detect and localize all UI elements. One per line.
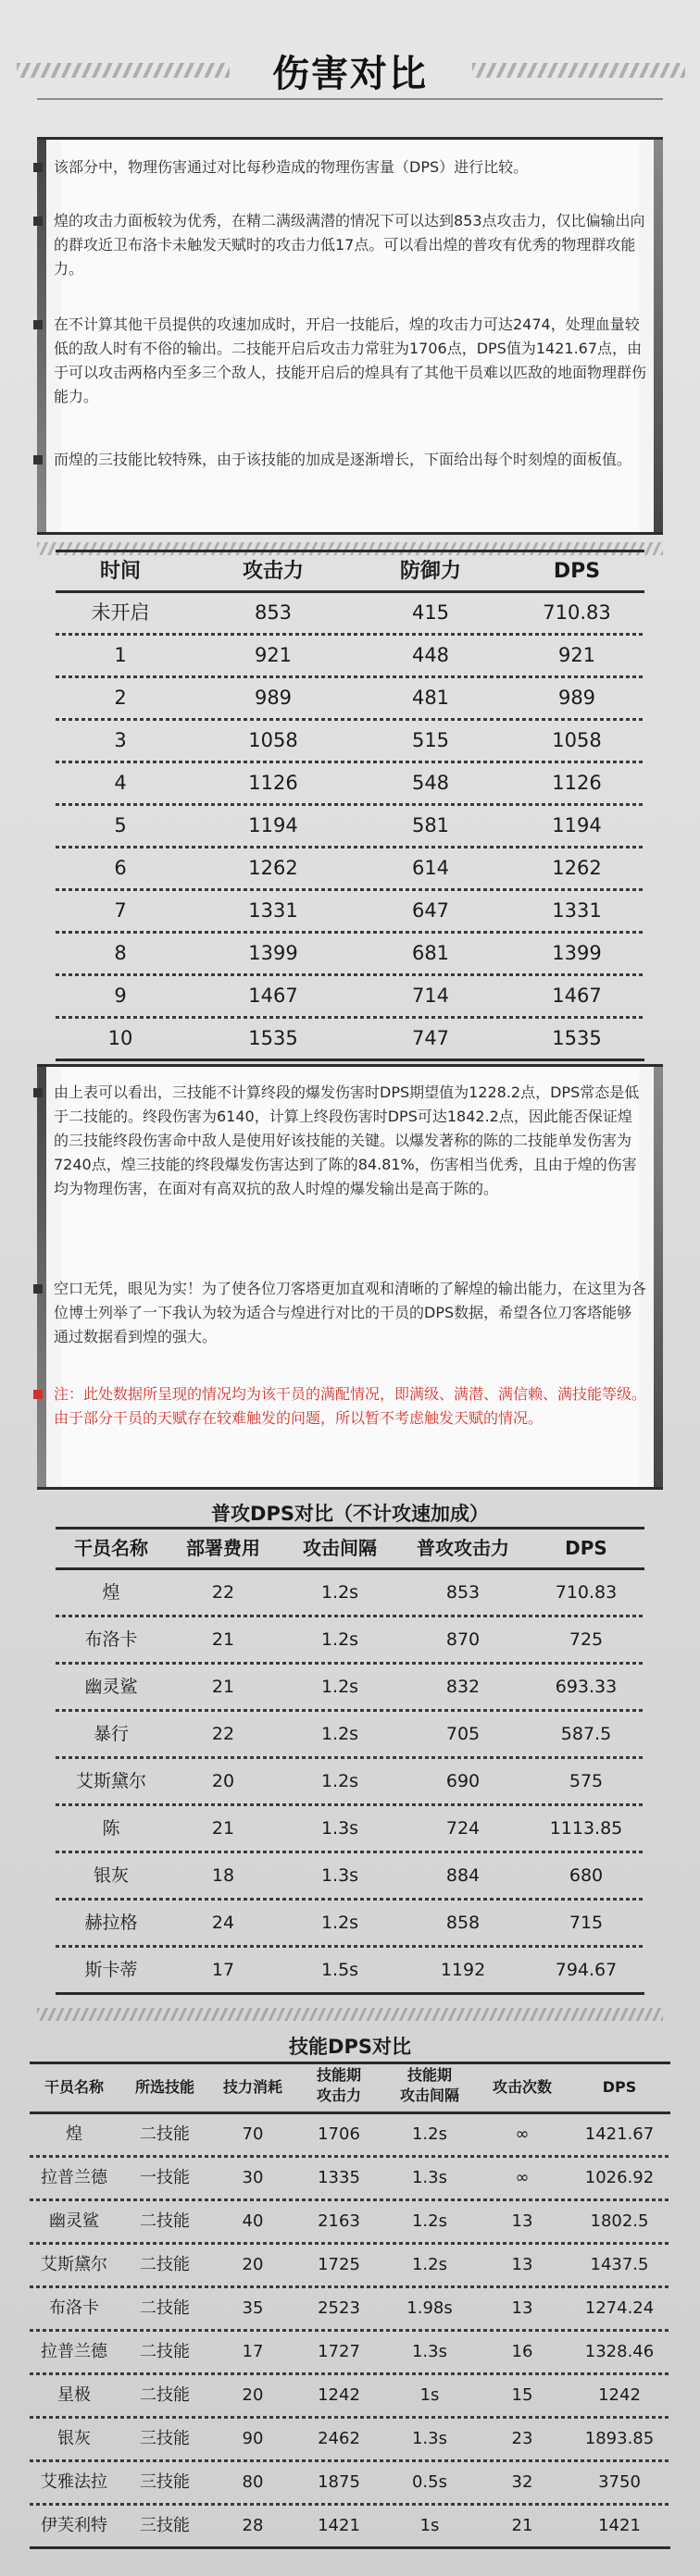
table-cell: 30 — [242, 2168, 264, 2187]
table-cell: 20 — [211, 1771, 235, 1791]
table-cell: 拉普兰德 — [41, 2342, 107, 2361]
column-header: 技能期 攻击力 — [316, 2066, 361, 2104]
table-cell: 515 — [411, 729, 450, 751]
table-cell: 680 — [569, 1865, 604, 1886]
table-cell: 23 — [511, 2429, 533, 2448]
table-cell: 35 — [242, 2298, 264, 2318]
table-cell: 989 — [254, 687, 293, 709]
table-cell: 90 — [242, 2429, 264, 2448]
table-cell: 1058 — [552, 729, 602, 751]
table-cell: 1.3s — [411, 2342, 447, 2361]
table-header-row — [30, 2063, 670, 2112]
table-cell: 1706 — [318, 2124, 360, 2144]
table-cell: 1262 — [248, 857, 298, 879]
table-cell: 布洛卡 — [49, 2298, 99, 2318]
table-cell: 二技能 — [140, 2255, 190, 2274]
table-cell: 989 — [557, 687, 596, 709]
bullet-icon — [33, 1390, 43, 1399]
table-row — [30, 2245, 670, 2285]
table-cell: 448 — [411, 644, 450, 666]
table-row — [30, 2288, 670, 2329]
table-cell: 1335 — [318, 2168, 360, 2187]
table-cell: 4 — [114, 772, 127, 794]
table-cell: 481 — [411, 687, 450, 709]
table-row — [56, 1665, 644, 1709]
table-cell: 二技能 — [140, 2342, 190, 2361]
table-cell: 1242 — [598, 2385, 641, 2405]
table-cell: 724 — [445, 1818, 481, 1839]
table-cell: 415 — [411, 601, 450, 624]
table-cell: 伊芙利特 — [41, 2516, 107, 2535]
table-row — [56, 1570, 644, 1615]
table-cell: 690 — [445, 1771, 481, 1791]
note-paragraph: 注：此处数据所呈现的情况均为该干员的满配情况，即满级、满潜、满信赖、满技能等级。由于部分干员的天赋存在较难触发的问题，所以暂不考虑触发天赋的情况。 — [54, 1382, 646, 1430]
table-row — [56, 593, 644, 633]
table-cell: 1.2s — [320, 1629, 359, 1650]
table-cell: 幽灵鲨 — [84, 1677, 138, 1697]
table-cell: 13 — [511, 2255, 533, 2274]
table-cell: 575 — [569, 1771, 604, 1791]
table-frame-band — [37, 2008, 663, 2021]
table-cell: 未开启 — [91, 601, 150, 624]
table-cell: 3750 — [598, 2472, 641, 2492]
intro-paragraph: 煌的攻击力面板较为优秀，在精二满级满潜的情况下可以达到853点攻击力，仅比偏输出向的群攻近卫布洛卡未触发天赋时的攻击力低17点。可以看出煌的普攻有优秀的物理群攻能力。 — [54, 209, 646, 281]
table-divider — [56, 1059, 644, 1061]
table-header-row — [56, 1529, 644, 1567]
table-cell: 853 — [254, 601, 293, 624]
table-cell: 2523 — [318, 2298, 360, 2318]
table-cell: 725 — [569, 1629, 604, 1650]
table-cell: 1.2s — [320, 1582, 359, 1603]
table-cell: 5 — [114, 814, 127, 836]
table-cell: 7 — [114, 899, 127, 922]
table-cell: 煌 — [102, 1582, 120, 1603]
table-cell: 1421 — [318, 2516, 360, 2535]
table-cell: 9 — [114, 985, 127, 1007]
table-cell: 一技能 — [140, 2168, 190, 2187]
table-cell: 921 — [254, 644, 293, 666]
table-cell: 1.2s — [411, 2124, 447, 2144]
table-cell: 二技能 — [140, 2124, 190, 2144]
table-cell: 二技能 — [140, 2298, 190, 2318]
table-cell: 银灰 — [57, 2429, 91, 2448]
table-row — [56, 1759, 644, 1803]
table-cell: 853 — [445, 1582, 481, 1603]
table-cell: 18 — [211, 1865, 235, 1886]
table-cell: 1331 — [248, 899, 298, 922]
column-header: 攻击次数 — [492, 2078, 552, 2096]
table-cell: 832 — [445, 1677, 481, 1697]
table-cell: 1421.67 — [584, 2124, 655, 2144]
table-cell: 1893.85 — [584, 2429, 655, 2448]
normal-attack-table-title: 普攻DPS对比（不计攻速加成） — [211, 1503, 489, 1525]
table-cell: 1.3s — [320, 1818, 359, 1839]
table-row — [30, 2419, 670, 2459]
table-cell: 1535 — [248, 1027, 298, 1049]
table-cell: 21 — [511, 2516, 533, 2535]
table-cell: 1s — [419, 2516, 440, 2535]
table-cell: 13 — [511, 2298, 533, 2318]
analysis-paragraph: 空口无凭，眼见为实！为了使各位刀客塔更加直观和清晰的了解煌的输出能力，在这里为各位博士列举了一下我认为较为适合与煌进行对比的干员的DPS数据，希望各位刀客塔能够通过数据看到煌的强大。 — [54, 1277, 646, 1349]
table-cell: 587.5 — [560, 1724, 612, 1744]
table-cell: 2163 — [318, 2211, 360, 2231]
table-cell: 3 — [114, 729, 127, 751]
column-header: 攻击间隔 — [303, 1537, 377, 1559]
table-row — [56, 976, 644, 1016]
table-divider — [56, 1992, 644, 1995]
table-cell: 1727 — [318, 2342, 360, 2361]
table-row — [30, 2375, 670, 2416]
table-row — [30, 2506, 670, 2546]
table-cell: 1.2s — [411, 2255, 447, 2274]
table-cell: 1262 — [552, 857, 602, 879]
analysis-paragraph: 由上表可以看出，三技能不计算终段的爆发伤害时DPS期望值为1228.2点，DPS常态是低于二技能的。终段伤害为6140，计算上终段伤害时DPS可达1842.2点，因此能否保证煌的三技能终段伤害命中敌人是使用好该技能的关键。以爆发著称的陈的二技能单发伤害为7240点，煌三技能的终段爆发伤害达到了陈的84.81%，伤害相当优秀，且由于煌的伤害均为物理伤害，在面对有高双抗的敌人时煌的爆发输出是高于陈的。 — [54, 1081, 646, 1201]
table-cell: 暴行 — [93, 1724, 129, 1744]
column-header: 所选技能 — [134, 2078, 194, 2096]
table-cell: 20 — [242, 2385, 264, 2405]
table-cell: 1s — [419, 2385, 440, 2405]
table-cell: 1437.5 — [590, 2255, 649, 2274]
table-cell: 1328.46 — [584, 2342, 655, 2361]
table-cell: 22 — [211, 1724, 235, 1744]
table-row — [56, 763, 644, 803]
table-row — [56, 1901, 644, 1945]
table-cell: 1875 — [318, 2472, 360, 2492]
table-cell: 1.2s — [320, 1771, 359, 1791]
table-cell: 银灰 — [93, 1865, 129, 1886]
table-row — [56, 678, 644, 718]
table-cell: 1467 — [248, 985, 298, 1007]
table-divider — [56, 550, 644, 552]
table-cell: 794.67 — [555, 1960, 618, 1980]
table-cell: 1.98s — [406, 2298, 453, 2318]
column-header: 时间 — [99, 560, 141, 583]
table-row — [56, 934, 644, 973]
column-header: DPS — [565, 1537, 607, 1559]
column-header: DPS — [602, 2078, 637, 2096]
normal-attack-table — [56, 1527, 644, 1999]
table-cell: 二技能 — [140, 2385, 190, 2405]
table-cell: 1.2s — [320, 1724, 359, 1744]
table-cell: 870 — [445, 1629, 481, 1650]
table-row — [30, 2201, 670, 2242]
table-cell: 1467 — [552, 985, 602, 1007]
table-cell: 20 — [242, 2255, 264, 2274]
table-cell: 布洛卡 — [84, 1629, 138, 1650]
bullet-icon — [33, 320, 43, 329]
intro-paragraph: 该部分中，物理伤害通过对比每秒造成的物理伤害量（DPS）进行比较。 — [54, 155, 646, 180]
table-cell: 681 — [411, 942, 450, 964]
table-cell: 1399 — [552, 942, 602, 964]
table-cell: 647 — [411, 899, 450, 922]
table-cell: 陈 — [102, 1818, 120, 1839]
table-cell: 858 — [445, 1913, 481, 1933]
column-header: DPS — [553, 560, 601, 583]
skill-table-title: 技能DPS对比 — [289, 2036, 411, 2058]
table-cell: 710.83 — [543, 601, 611, 624]
table-cell: 星极 — [57, 2385, 91, 2405]
bullet-icon — [33, 1088, 43, 1097]
table-cell: 艾斯黛尔 — [41, 2255, 107, 2274]
table-cell: 17 — [242, 2342, 264, 2361]
table-cell: 1 — [114, 644, 127, 666]
page-header — [0, 37, 700, 105]
table-cell: 1242 — [318, 2385, 360, 2405]
table-cell: 0.5s — [411, 2472, 447, 2492]
bullet-icon — [33, 455, 43, 464]
table-row — [56, 636, 644, 675]
table-divider — [30, 2546, 670, 2549]
table-row — [56, 721, 644, 761]
table-cell: 1058 — [248, 729, 298, 751]
table-cell: 1.2s — [320, 1677, 359, 1697]
table-cell: 1.5s — [320, 1960, 359, 1980]
bullet-icon — [33, 1284, 43, 1294]
table-cell: 32 — [511, 2472, 533, 2492]
table-cell: 1192 — [440, 1960, 486, 1980]
table-cell: 三技能 — [140, 2472, 190, 2492]
table-row — [30, 2332, 670, 2372]
table-cell: 三技能 — [140, 2516, 190, 2535]
table-cell: 17 — [211, 1960, 235, 1980]
table-cell: 1194 — [248, 814, 298, 836]
table-row — [56, 1019, 644, 1059]
table-cell: 1.3s — [411, 2429, 447, 2448]
table-cell: 1126 — [552, 772, 602, 794]
table-cell: 8 — [114, 942, 127, 964]
table-cell: 70 — [242, 2124, 264, 2144]
column-header: 技力消耗 — [222, 2078, 282, 2096]
table-row — [56, 1712, 644, 1756]
table-row — [56, 1948, 644, 1992]
table-cell: 21 — [211, 1818, 235, 1839]
table-row — [30, 2462, 670, 2503]
table-row — [30, 2114, 670, 2155]
table-cell: 煌 — [66, 2124, 82, 2144]
table-cell: 693.33 — [555, 1677, 618, 1697]
table-cell: 40 — [242, 2211, 264, 2231]
table-cell: 2 — [114, 687, 127, 709]
table-cell: 1802.5 — [590, 2211, 649, 2231]
bullet-icon — [33, 163, 43, 172]
table-row — [56, 1853, 644, 1898]
table-cell: 1725 — [318, 2255, 360, 2274]
table-cell: 1113.85 — [549, 1818, 623, 1839]
skill-dps-table — [30, 2062, 670, 2569]
table-cell: 548 — [411, 772, 450, 794]
header-rule — [37, 98, 663, 100]
table-row — [56, 806, 644, 846]
column-header: 普攻攻击力 — [417, 1537, 509, 1559]
intro-paragraph: 而煌的三技能比较特殊，由于该技能的加成是逐渐增长，下面给出每个时刻煌的面板值。 — [54, 448, 646, 472]
table-cell: 艾雅法拉 — [41, 2472, 107, 2492]
table-cell: 747 — [411, 1027, 450, 1049]
column-header: 部署费用 — [186, 1537, 260, 1559]
table-row — [56, 1806, 644, 1851]
table-cell: 884 — [445, 1865, 481, 1886]
table-row — [56, 1617, 644, 1662]
table-cell: 斯卡蒂 — [84, 1960, 138, 1980]
table-cell: 1.3s — [411, 2168, 447, 2187]
table-cell: 715 — [569, 1913, 604, 1933]
stats-table — [56, 550, 644, 1049]
table-cell: 赫拉格 — [84, 1913, 138, 1933]
table-cell: 艾斯黛尔 — [75, 1771, 146, 1791]
bullet-icon — [33, 217, 43, 226]
table-cell: 710.83 — [555, 1582, 618, 1603]
table-cell: 22 — [211, 1582, 235, 1603]
table-cell: 幽灵鲨 — [49, 2211, 99, 2231]
table-row — [56, 891, 644, 931]
table-row — [30, 2158, 670, 2198]
column-header: 干员名称 — [44, 2078, 104, 2096]
table-cell: 1.2s — [320, 1913, 359, 1933]
table-cell: 21 — [211, 1629, 235, 1650]
table-cell: 1.3s — [320, 1865, 359, 1886]
table-cell: 15 — [511, 2385, 533, 2405]
table-cell: 16 — [511, 2342, 533, 2361]
table-cell: 80 — [242, 2472, 264, 2492]
table-cell: 2462 — [318, 2429, 360, 2448]
table-cell: 614 — [411, 857, 450, 879]
table-cell: 13 — [511, 2211, 533, 2231]
table-cell: 三技能 — [140, 2429, 190, 2448]
table-cell: 6 — [114, 857, 127, 879]
column-header: 防御力 — [399, 560, 461, 583]
table-cell: ∞ — [515, 2124, 530, 2144]
table-cell: 1399 — [248, 942, 298, 964]
column-header: 干员名称 — [74, 1537, 148, 1559]
table-cell: 921 — [557, 644, 596, 666]
page-title: 伤害对比 — [272, 53, 428, 95]
table-cell: 1.2s — [411, 2211, 447, 2231]
table-cell: 1126 — [248, 772, 298, 794]
table-cell: ∞ — [515, 2168, 530, 2187]
table-cell: 1331 — [552, 899, 602, 922]
table-cell: 1535 — [552, 1027, 602, 1049]
table-cell: 10 — [107, 1027, 133, 1049]
table-cell: 拉普兰德 — [41, 2168, 107, 2187]
table-cell: 二技能 — [140, 2211, 190, 2231]
table-cell: 581 — [411, 814, 450, 836]
column-header: 技能期 攻击间隔 — [399, 2066, 459, 2104]
table-cell: 1421 — [598, 2516, 641, 2535]
table-cell: 21 — [211, 1677, 235, 1697]
column-header: 攻击力 — [242, 560, 304, 583]
table-cell: 714 — [411, 985, 450, 1007]
table-cell: 1026.92 — [584, 2168, 655, 2187]
table-header-row — [56, 553, 644, 590]
table-cell: 705 — [445, 1724, 481, 1744]
table-cell: 1194 — [552, 814, 602, 836]
table-cell: 1274.24 — [584, 2298, 655, 2318]
table-cell: 24 — [211, 1913, 235, 1933]
table-row — [56, 848, 644, 888]
table-cell: 28 — [242, 2516, 264, 2535]
intro-paragraph: 在不计算其他干员提供的攻速加成时，开启一技能后，煌的攻击力可达2474，处理血量较低的敌人时有不俗的输出。二技能开启后攻击力常驻为1706点，DPS值为1421.67点，由于可以攻击两格内至多三个敌人，技能开启后的煌具有了其他干员难以匹敌的地面物理群伤能力。 — [54, 313, 646, 409]
